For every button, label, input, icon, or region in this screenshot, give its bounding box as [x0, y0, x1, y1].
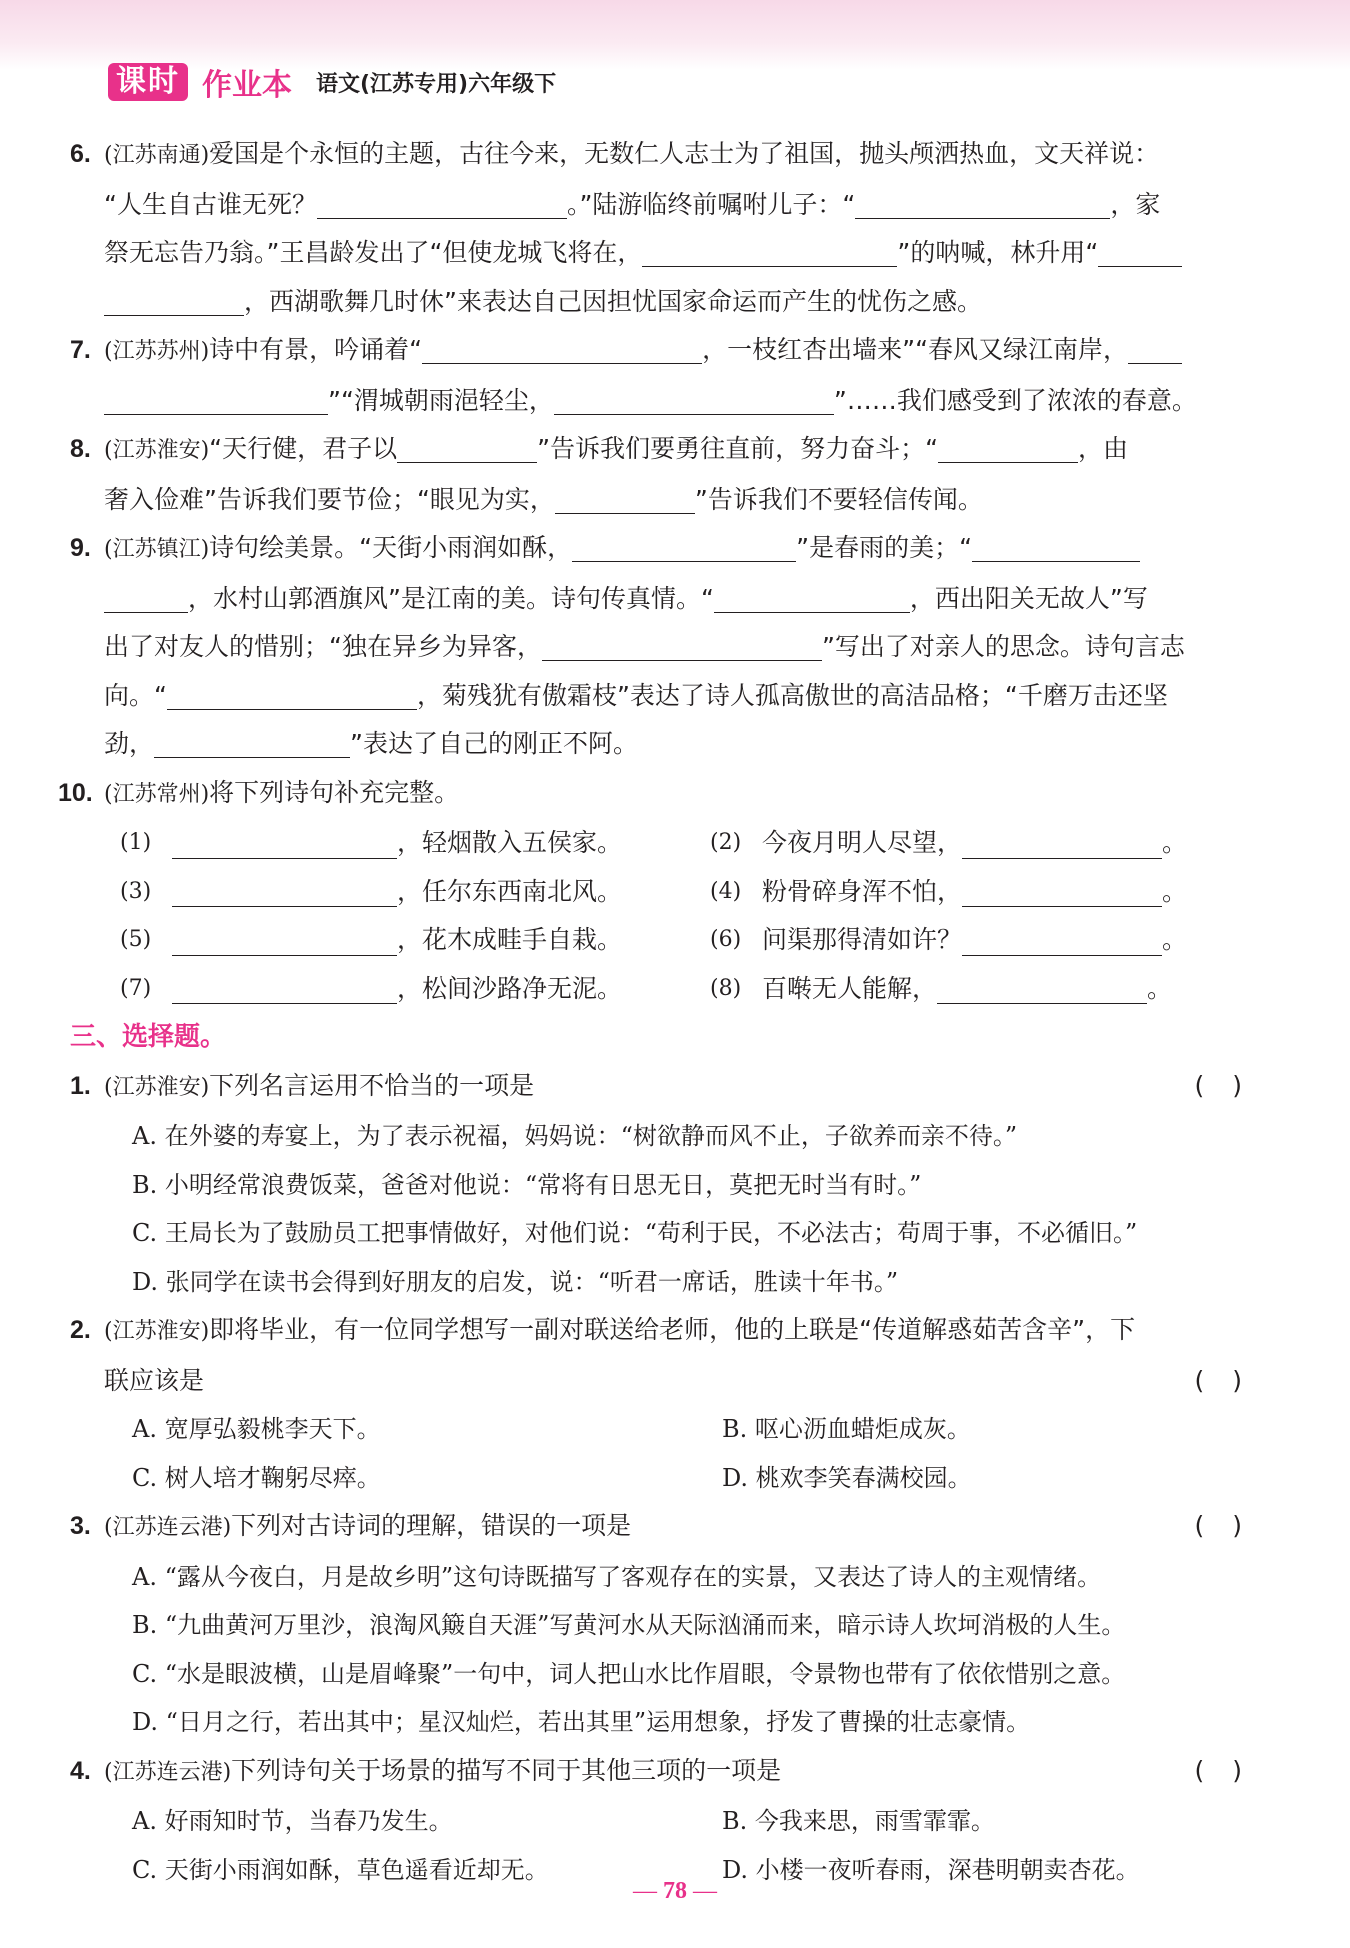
answer-blank[interactable] [554, 384, 834, 415]
logo-text: 作业本 [202, 68, 292, 103]
question-stem: 下列诗句关于场景的描写不同于其他三项的一项是 [231, 1755, 782, 1785]
question-text: 祭无忘告乃翁。”王昌龄发出了“但使龙城飞将在， [104, 238, 643, 267]
question-text: 诗中有景，吟诵着“ [209, 335, 423, 364]
question-6 [70, 130, 1270, 326]
page-number: 78 [663, 1878, 687, 1904]
item-end: 。 [1147, 973, 1173, 1003]
question-stem: 下列对古诗词的理解，错误的一项是 [231, 1511, 632, 1540]
section-title: 三、选择题。 [70, 1022, 227, 1052]
question-number: 9. [70, 534, 91, 562]
answer-paren[interactable]: () [1194, 1365, 1270, 1395]
answer-blank[interactable] [1128, 333, 1182, 364]
option-c[interactable]: C. 王局长为了鼓励员工把事情做好，对他们说：“苟利于民，不必法古；苟周于事，不必循旧。” [132, 1219, 1138, 1247]
item-index: (6) [710, 927, 742, 952]
option-row [70, 1797, 1270, 1846]
answer-blank[interactable] [938, 432, 1078, 463]
option-row [70, 1454, 1270, 1503]
fill-item-3 [120, 868, 710, 917]
question-number: 8. [70, 435, 91, 463]
option-row [70, 1405, 1270, 1454]
question-text: ，一枝红杏出墙来”“春风又绿江南岸， [702, 335, 1129, 364]
question-text: ，西出阳关无故人”写 [909, 583, 1148, 613]
question-text: 出了对友人的惜别；“独在异乡为异客， [104, 632, 542, 661]
answer-blank[interactable] [972, 531, 1140, 562]
question-number: 1. [70, 1071, 91, 1100]
choice-question-4 [70, 1747, 1270, 1798]
item-text: 百啭无人能解， [762, 973, 938, 1003]
page-footer [0, 1878, 1350, 1905]
question-7 [70, 326, 1270, 425]
option-b[interactable]: B. 小明经常浪费饭菜，爸爸对他说：“常将有日思无日，莫把无时当有时。” [132, 1170, 922, 1199]
choice-question-3 [70, 1502, 1270, 1553]
fill-item-2 [710, 819, 1310, 868]
item-text: ，任尔东西南北风。 [397, 876, 623, 906]
answer-blank[interactable] [317, 188, 567, 219]
question-number: 3. [70, 1512, 91, 1540]
fill-item-6 [710, 916, 1310, 965]
answer-blank[interactable] [397, 432, 537, 463]
region-label: (江苏淮安) [104, 1319, 210, 1344]
page-header [108, 62, 556, 102]
answer-blank[interactable] [172, 973, 397, 1004]
region-label: (江苏常州) [104, 781, 210, 807]
question-stem: 联应该是 [104, 1365, 205, 1395]
fill-in-grid [70, 819, 1270, 1013]
option-b[interactable]: B. 今我来思，雨雪霏霏。 [722, 1807, 995, 1835]
question-text: ，菊残犹有傲霜枝”表达了诗人孤高傲世的高洁品格；“千磨万击还坚 [416, 680, 1168, 710]
question-text: ”是春雨的美；“ [796, 533, 973, 562]
item-text: ，花木成畦手自栽。 [397, 925, 623, 954]
answer-blank[interactable] [572, 531, 796, 562]
question-number: 10. [58, 778, 93, 807]
fill-item-8 [710, 965, 1310, 1014]
question-text: “天行健，君子以 [209, 434, 398, 463]
answer-blank[interactable] [962, 925, 1162, 956]
question-number: 2. [70, 1316, 91, 1344]
item-end: 。 [1162, 925, 1188, 954]
fill-item-7 [120, 965, 710, 1014]
option-a[interactable]: A. 好雨知时节，当春乃发生。 [132, 1807, 453, 1835]
option-c[interactable]: C. 树人培才鞠躬尽瘁。 [132, 1463, 381, 1492]
question-stem: 下列名言运用不恰当的一项是 [209, 1070, 535, 1100]
answer-blank[interactable] [167, 679, 417, 710]
answer-blank[interactable] [642, 236, 897, 267]
footer-dash: — [693, 1878, 717, 1904]
footer-dash: — [633, 1878, 657, 1904]
item-index: (4) [710, 878, 742, 904]
question-text: ，西湖歌舞几时休”来表达自己因担忧国家命运而产生的忧伤之感。 [244, 286, 982, 316]
region-label: (江苏连云港) [104, 1515, 232, 1540]
question-number: 4. [70, 1756, 91, 1785]
question-8 [70, 425, 1270, 524]
option-a[interactable]: A. “露从今夜白，月是故乡明”这句诗既描写了客观存在的实景，又表达了诗人的主观情绪。 [132, 1562, 1102, 1591]
question-text: 爱国是个永恒的主题，古往今来，无数仁人志士为了祖国，抛头颅洒热血，文天祥说： [209, 139, 1160, 168]
answer-blank[interactable] [422, 333, 702, 364]
option-c[interactable]: C. 天街小雨润如酥，草色遥看近却无。 [132, 1855, 549, 1884]
region-label: (江苏镇江) [104, 537, 210, 562]
question-text: 诗句绘美景。“天街小雨润如酥， [209, 533, 573, 562]
answer-blank[interactable] [962, 828, 1162, 859]
fill-item-4 [710, 868, 1310, 917]
option-d[interactable]: D. 桃欢李笑春满校园。 [722, 1463, 972, 1492]
answer-paren[interactable]: () [1194, 1070, 1270, 1100]
question-number: 6. [70, 140, 91, 168]
choice-question-2-cont [70, 1357, 1270, 1406]
question-text: ”告诉我们不要轻信传闻。 [694, 484, 983, 514]
item-text: 今夜月明人尽望， [762, 828, 963, 857]
question-text: ”写出了对亲人的思念。诗句言志 [821, 632, 1185, 661]
question-text: 向。“ [104, 680, 167, 710]
question-text: ”“渭城朝雨浥轻尘， [328, 385, 554, 415]
question-text: 将下列诗句补充完整。 [209, 777, 460, 807]
answer-blank[interactable] [714, 582, 910, 613]
answer-blank[interactable] [555, 483, 695, 514]
question-text: ，由 [1078, 434, 1129, 463]
question-text: ”的呐喊，林升用“ [897, 238, 1099, 267]
choice-question-2 [70, 1306, 1270, 1357]
choice-question-1 [70, 1062, 1270, 1113]
item-index: (1) [120, 830, 152, 855]
answer-blank[interactable] [1098, 236, 1182, 267]
item-index: (2) [710, 830, 742, 855]
worksheet-content [58, 130, 1270, 1894]
question-text: 。”陆游临终前嘱咐儿子：“ [566, 189, 856, 219]
region-label: (江苏南通) [104, 143, 210, 168]
answer-blank[interactable] [104, 285, 244, 316]
fill-item-1 [120, 819, 710, 868]
option-a[interactable]: A. 宽厚弘毅桃李天下。 [132, 1415, 381, 1443]
option-b[interactable]: B. “九曲黄河万里沙，浪淘风簸自天涯”写黄河水从天际汹涌而来，暗示诗人坎坷消极的人生。 [132, 1611, 1126, 1639]
question-text: ，家 [1110, 189, 1161, 219]
answer-blank[interactable] [172, 925, 397, 956]
answer-blank[interactable] [962, 876, 1162, 907]
question-text: ”……我们感受到了浓浓的春意。 [833, 385, 1197, 415]
item-text: 问渠那得清如许？ [762, 925, 963, 954]
question-text: ”表达了自己的刚正不阿。 [350, 729, 638, 758]
answer-blank[interactable] [172, 828, 397, 859]
fill-item-5 [120, 916, 710, 965]
option-c[interactable]: C. “水是眼波横，山是眉峰聚”一句中，词人把山水比作眉眼，令景物也带有了依依惜别之意。 [132, 1659, 1126, 1688]
item-end: 。 [1162, 828, 1188, 857]
option-d[interactable]: D. 小楼一夜听春雨，深巷明朝卖杏花。 [722, 1855, 1140, 1884]
question-10 [58, 769, 1270, 820]
question-9 [70, 524, 1270, 769]
item-text: ，轻烟散入五侯家。 [397, 828, 623, 857]
question-text: ，水村山郭酒旗风”是江南的美。诗句传真情。“ [188, 583, 714, 613]
item-text: 粉骨碎身浑不怕， [762, 876, 963, 906]
answer-blank[interactable] [154, 727, 350, 758]
answer-blank[interactable] [542, 630, 822, 661]
region-label: (江苏淮安) [104, 438, 210, 463]
question-text: “人生自古谁无死？ [104, 189, 317, 219]
region-label: (江苏淮安) [104, 1074, 210, 1100]
item-text: ，松间沙路净无泥。 [397, 973, 623, 1003]
answer-blank[interactable] [855, 188, 1110, 219]
question-stem: 即将毕业，有一位同学想写一副对联送给老师，他的上联是“传道解惑茹苦含辛”，下 [209, 1315, 1136, 1344]
option-a[interactable]: A. 在外婆的寿宴上，为了表示祝福，妈妈说：“树欲静而风不止，子欲养而亲不待。” [132, 1122, 1018, 1150]
subject-title: 语文(江苏专用)六年级下 [316, 71, 557, 97]
option-d[interactable]: D. “日月之行，若出其中；星汉灿烂，若出其里”运用想象，抒发了曹操的壮志豪情。 [132, 1708, 1031, 1736]
answer-blank[interactable] [937, 973, 1147, 1004]
logo-box: 课时 [108, 63, 188, 101]
item-index: (8) [710, 975, 742, 1001]
answer-paren[interactable]: () [1194, 1755, 1270, 1785]
question-number: 7. [70, 336, 91, 364]
question-text: ”告诉我们要勇往直前，努力奋斗；“ [537, 434, 939, 463]
question-text: 劲， [104, 729, 155, 758]
answer-blank[interactable] [172, 876, 397, 907]
region-label: (江苏连云港) [104, 1759, 232, 1785]
item-end: 。 [1162, 876, 1188, 906]
answer-paren[interactable]: () [1194, 1511, 1270, 1540]
region-label: (江苏苏州) [104, 339, 210, 364]
option-d[interactable]: D. 张同学在读书会得到好朋友的启发，说：“听君一席话，胜读十年书。” [132, 1267, 899, 1296]
answer-blank[interactable] [104, 582, 188, 613]
answer-blank[interactable] [104, 384, 328, 415]
item-index: (5) [120, 927, 152, 952]
item-index: (3) [120, 878, 152, 904]
option-b[interactable]: B. 呕心沥血蜡炬成灰。 [722, 1415, 971, 1443]
question-text: 奢入俭难”告诉我们要节俭；“眼见为实， [104, 484, 555, 514]
item-index: (7) [120, 975, 152, 1001]
